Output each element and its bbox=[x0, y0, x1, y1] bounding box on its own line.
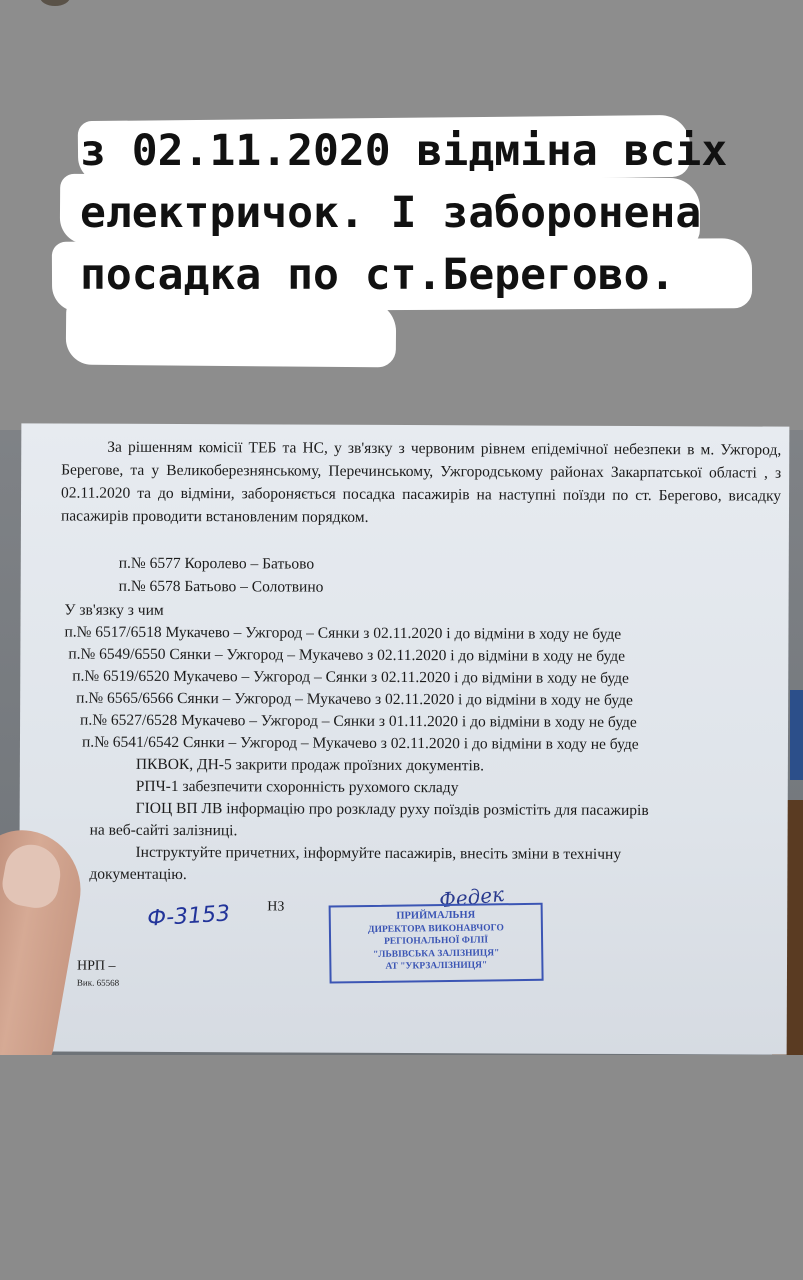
instruction-line: Інструктуйте причетних, інформуйте пасажирів, внесіть зміни в технічну bbox=[135, 843, 622, 863]
train-stop-item: п.№ 6578 Батьово – Солотвино bbox=[118, 577, 324, 596]
document-intro: За рішенням комісії ТЕБ та НС, у зв'язку з червоним рівнем епідемічної небезпеки в м. Ужгород, Берегове, та у Великоберезнянському, Перечинському, Ужгородському районах Закарпатської області , з 02.11.2020 та до відміни, забороняється посадка пасажирів на наступні поїзди по ст. Берегово, висадку пасажирів проводити встановленим порядком. bbox=[60, 438, 782, 526]
stamp-line: "ЛЬВІВСЬКА ЗАЛІЗНИЦЯ" bbox=[373, 947, 500, 960]
stamp-line: АТ "УКРЗАЛІЗНИЦЯ" bbox=[385, 960, 488, 972]
train-cancelled-item: п.№ 6519/6520 Мукачево – Ужгород – Сянки з 02.11.2020 і до відміни в ходу не буде bbox=[72, 667, 629, 687]
handwritten-number: Ф-3153 bbox=[146, 901, 231, 932]
story-background-bottom bbox=[0, 1055, 803, 1280]
instruction-line: на веб-сайті залізниці. bbox=[89, 821, 238, 840]
instruction-line: документацію. bbox=[89, 865, 187, 884]
stamp-line: ДИРЕКТОРА ВИКОНАВЧОГО bbox=[367, 922, 504, 935]
executor-label: Вик. 65568 bbox=[76, 977, 120, 988]
signature: Федек bbox=[438, 881, 506, 913]
stamp-line: ПРИЙМАЛЬНЯ bbox=[396, 909, 476, 922]
instruction-line: РПЧ-1 забезпечити схоронність рухомого складу bbox=[135, 777, 459, 797]
nrp-label: НРП – bbox=[76, 958, 116, 974]
nz-label: НЗ bbox=[267, 899, 285, 915]
train-stop-item: п.№ 6577 Королево – Батьово bbox=[118, 554, 315, 573]
headline-highlight bbox=[66, 299, 397, 368]
train-cancelled-item: п.№ 6549/6550 Сянки – Ужгород – Мукачево з 02.11.2020 і до відміни в ходу не буде bbox=[68, 645, 626, 665]
train-cancelled-item: п.№ 6527/6528 Мукачево – Ужгород – Сянки з 01.11.2020 і до відміни в ходу не буде bbox=[80, 711, 637, 732]
train-cancelled-item: п.№ 6517/6518 Мукачево – Ужгород – Сянки з 02.11.2020 і до відміни в ходу не буде bbox=[64, 623, 622, 643]
photo-background-object bbox=[790, 690, 803, 780]
instruction-line: ПКВОК, ДН-5 закрити продаж проїзних документів. bbox=[135, 755, 485, 775]
story-headline: з 02.11.2020 відміна всіх електричок. І заборонена посадка по ст.Берегово. bbox=[80, 126, 754, 300]
instruction-line: ГІОЦ ВП ЛВ інформацію про розкладу руху поїздів розмістіть для пасажирів bbox=[135, 799, 649, 820]
train-cancelled-item: п.№ 6541/6542 Сянки – Ужгород – Мукачево з 02.11.2020 і до відміни в ходу не буде bbox=[81, 733, 639, 754]
receiving-stamp bbox=[329, 903, 544, 984]
stamp-line: РЕГІОНАЛЬНОЇ ФІЛІЇ bbox=[383, 935, 489, 947]
avatar[interactable] bbox=[40, 0, 70, 6]
in-connection-text: У зв'язку з чим bbox=[64, 601, 164, 619]
train-cancelled-item: п.№ 6565/6566 Сянки – Ужгород – Мукачево з 02.11.2020 і до відміни в ходу не буде bbox=[76, 689, 633, 709]
document-paper bbox=[19, 423, 790, 1054]
